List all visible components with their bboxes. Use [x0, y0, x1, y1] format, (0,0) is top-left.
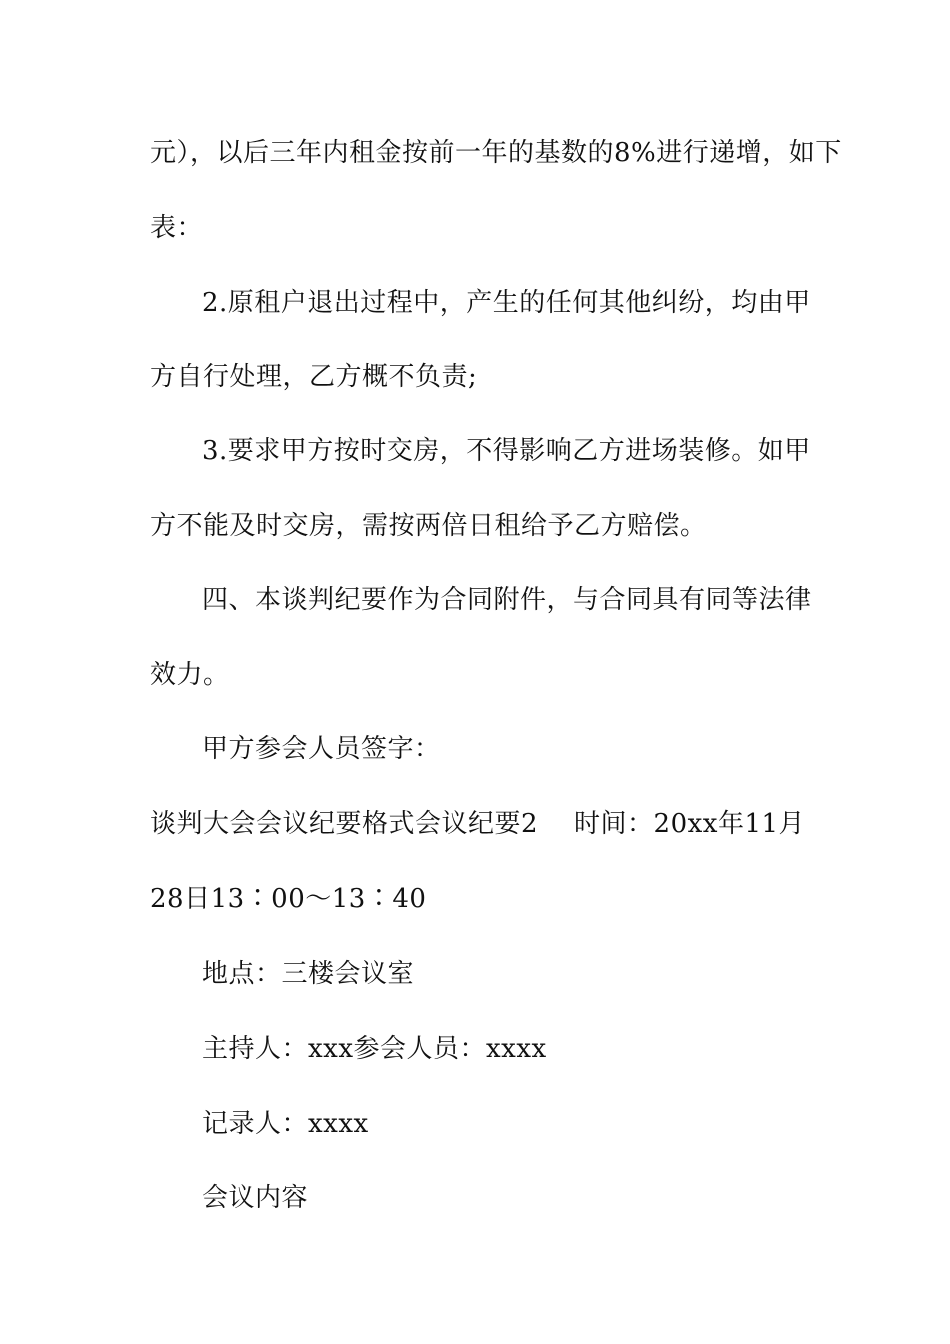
meeting-content-heading: 会议内容: [202, 1183, 309, 1213]
meeting-host-attendees: 主持人：xxx参会人员：xxxx: [202, 1034, 547, 1064]
meeting-time-label: 时间：20xx年11月: [574, 809, 806, 839]
paragraph-line: 元），以后三年内租金按前一年的基数的8%进行递增，如下: [150, 138, 842, 168]
paragraph-line: 方不能及时交房，需按两倍日租给予乙方赔偿。: [150, 511, 707, 541]
signature-label: 甲方参会人员签字：: [202, 734, 441, 764]
paragraph-line: 表：: [150, 213, 204, 243]
heading-line: [150, 807, 805, 841]
paragraph-line: 四、本谈判纪要作为合同附件，与合同具有同等法律: [202, 585, 812, 615]
meeting-time-value: 28日13∶00～13∶40: [150, 884, 427, 914]
paragraph-line: 2.原租户退出过程中，产生的任何其他纠纷，均由甲: [202, 288, 811, 318]
paragraph-line: 效力。: [150, 660, 230, 690]
paragraph-line: 方自行处理，乙方概不负责;: [150, 362, 478, 392]
paragraph-line: 3.要求甲方按时交房，不得影响乙方进场装修。如甲: [202, 436, 811, 466]
meeting-recorder: 记录人：xxxx: [202, 1109, 369, 1139]
meeting-location: 地点：三楼会议室: [202, 959, 415, 989]
section-title: 谈判大会会议纪要格式会议纪要2: [150, 809, 539, 839]
